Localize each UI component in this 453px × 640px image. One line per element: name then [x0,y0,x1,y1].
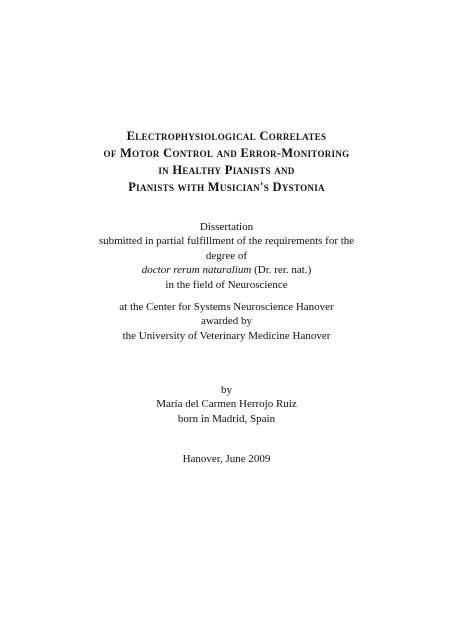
dissertation-statement [0,220,453,292]
field-text: in the field of Neuroscience [165,278,288,291]
title-line-3: in Healthy Pianists and [158,163,295,177]
awarded-by-text: awarded by [200,315,252,328]
date-place-block [0,452,453,466]
institution-statement [0,300,453,343]
by-text: by [221,384,232,396]
author-name: María del Carmen Herrojo Ruiz [156,398,297,411]
thesis-title [0,128,453,196]
birthplace-text: born in Madrid, Spain [177,412,276,425]
degree-name [0,263,453,277]
degree-latin: doctor rerum naturalium [141,264,252,277]
date-place: Hanover, June 2009 [182,453,271,465]
degree-abbreviation: (Dr. rer. nat.) [251,264,312,277]
title-line-4: Pianists with Musician's Dystonia [128,180,325,194]
dissertation-label: Dissertation [199,221,254,233]
title-line-2: of Motor Control and Error-Monitoring [103,146,350,160]
center-text: at the Center for Systems Neuroscience Hanover [119,301,334,313]
degree-of-text: degree of [205,249,248,262]
author-block [0,383,453,426]
university-text: the University of Veterinary Medicine Hanover [122,329,331,342]
title-line-1: Electrophysiological Correlates [126,129,327,143]
submission-text: submitted in partial fulfillment of the requirements for the [98,235,355,248]
